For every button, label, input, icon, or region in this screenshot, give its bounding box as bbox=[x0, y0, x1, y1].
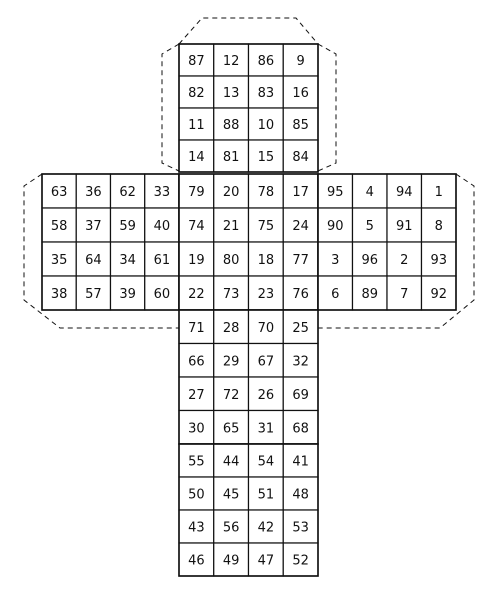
cell-number: 56 bbox=[222, 520, 240, 536]
cell-number: 15 bbox=[257, 150, 275, 165]
cell-number: 65 bbox=[222, 421, 240, 437]
cell-number: 43 bbox=[188, 520, 205, 536]
cell-number: 60 bbox=[153, 287, 171, 302]
glue-tab-top bbox=[162, 44, 179, 171]
cell-number: 90 bbox=[326, 219, 344, 234]
cell-number: 3 bbox=[331, 253, 340, 268]
cell-number: 55 bbox=[188, 454, 205, 470]
cell-number: 6 bbox=[331, 287, 340, 302]
cell-number: 46 bbox=[188, 553, 205, 569]
cell-number: 48 bbox=[292, 487, 309, 503]
cell-number: 52 bbox=[292, 553, 309, 569]
cell-number: 20 bbox=[222, 185, 240, 200]
cell-number: 35 bbox=[50, 253, 68, 268]
cell-number: 24 bbox=[292, 219, 309, 234]
cell-number: 88 bbox=[222, 118, 240, 133]
cell-number: 91 bbox=[395, 219, 413, 234]
cell-number: 93 bbox=[430, 253, 448, 268]
cell-number: 50 bbox=[188, 487, 205, 503]
left-face bbox=[42, 174, 179, 310]
cell-number: 10 bbox=[257, 118, 275, 133]
cell-number: 74 bbox=[188, 219, 205, 234]
cell-number: 86 bbox=[257, 54, 275, 69]
cell-number: 72 bbox=[222, 387, 240, 403]
cell-number: 89 bbox=[361, 287, 379, 302]
cell-number: 59 bbox=[119, 219, 136, 234]
cell-number: 25 bbox=[292, 320, 309, 336]
cell-number: 75 bbox=[257, 219, 275, 234]
cell-number: 95 bbox=[326, 185, 344, 200]
glue-tab-top bbox=[179, 18, 318, 44]
cell-number: 94 bbox=[395, 185, 413, 200]
cell-number: 9 bbox=[296, 54, 305, 69]
cell-number: 4 bbox=[365, 185, 374, 200]
cell-number: 62 bbox=[119, 185, 136, 200]
cell-number: 28 bbox=[222, 320, 240, 336]
cell-number: 33 bbox=[153, 185, 171, 200]
cell-number: 31 bbox=[257, 421, 275, 437]
cell-number: 63 bbox=[50, 185, 68, 200]
cell-number: 2 bbox=[400, 253, 409, 268]
cell-number: 68 bbox=[292, 421, 309, 437]
glue-tab-top bbox=[318, 44, 336, 171]
cell-number: 21 bbox=[222, 219, 240, 234]
cell-number: 79 bbox=[188, 185, 205, 200]
cell-number: 96 bbox=[361, 253, 379, 268]
cell-number: 13 bbox=[222, 86, 240, 101]
cell-number: 18 bbox=[257, 253, 275, 268]
cell-number: 53 bbox=[292, 520, 309, 536]
cell-number: 66 bbox=[188, 354, 205, 370]
back-face bbox=[179, 444, 318, 576]
cell-number: 78 bbox=[257, 185, 275, 200]
cell-number: 44 bbox=[222, 454, 240, 470]
cell-number: 80 bbox=[222, 253, 240, 268]
cell-number: 92 bbox=[430, 287, 448, 302]
cell-number: 87 bbox=[188, 54, 205, 69]
cell-number: 16 bbox=[292, 86, 309, 101]
cell-number: 1 bbox=[434, 185, 443, 200]
cell-number: 67 bbox=[257, 354, 275, 370]
cell-number: 23 bbox=[257, 287, 275, 302]
front-face bbox=[179, 174, 318, 310]
cell-number: 73 bbox=[222, 287, 240, 302]
cell-number: 42 bbox=[257, 520, 275, 536]
cell-number: 49 bbox=[222, 553, 240, 569]
cell-number: 7 bbox=[400, 287, 409, 302]
cell-number: 61 bbox=[153, 253, 171, 268]
cell-number: 70 bbox=[257, 320, 275, 336]
cell-number: 29 bbox=[222, 354, 240, 370]
cell-number: 22 bbox=[188, 287, 205, 302]
cell-number: 83 bbox=[257, 86, 275, 101]
cell-number: 8 bbox=[434, 219, 443, 234]
cell-number: 84 bbox=[292, 150, 309, 165]
cell-number: 71 bbox=[188, 320, 205, 336]
cell-number: 17 bbox=[292, 185, 309, 200]
cell-number: 34 bbox=[119, 253, 136, 268]
cell-number: 54 bbox=[257, 454, 275, 470]
cell-number: 40 bbox=[153, 219, 171, 234]
cell-number: 58 bbox=[50, 219, 68, 234]
cell-number: 64 bbox=[85, 253, 102, 268]
cell-number: 36 bbox=[85, 185, 102, 200]
cell-number: 82 bbox=[188, 86, 205, 101]
cell-number: 47 bbox=[257, 553, 275, 569]
cell-number: 37 bbox=[85, 219, 102, 234]
cell-number: 27 bbox=[188, 387, 205, 403]
cell-number: 77 bbox=[292, 253, 309, 268]
top-face bbox=[179, 44, 318, 172]
cell-number: 12 bbox=[222, 54, 240, 69]
cell-number: 11 bbox=[188, 118, 205, 133]
cell-number: 5 bbox=[365, 219, 374, 234]
cell-number: 85 bbox=[292, 118, 309, 133]
cell-number: 51 bbox=[257, 487, 275, 503]
cell-number: 39 bbox=[119, 287, 136, 302]
cell-number: 26 bbox=[257, 387, 275, 403]
cell-number: 69 bbox=[292, 387, 309, 403]
bottom-face bbox=[179, 310, 318, 444]
cell-number: 81 bbox=[222, 150, 240, 165]
cell-number: 41 bbox=[292, 454, 309, 470]
cell-number: 19 bbox=[188, 253, 205, 268]
cell-number: 32 bbox=[292, 354, 309, 370]
cell-number: 38 bbox=[50, 287, 68, 302]
cell-number: 30 bbox=[188, 421, 205, 437]
cell-number: 45 bbox=[222, 487, 240, 503]
cell-number: 14 bbox=[188, 150, 205, 165]
cell-number: 57 bbox=[85, 287, 102, 302]
right-face bbox=[318, 174, 456, 310]
cell-number: 76 bbox=[292, 287, 309, 302]
